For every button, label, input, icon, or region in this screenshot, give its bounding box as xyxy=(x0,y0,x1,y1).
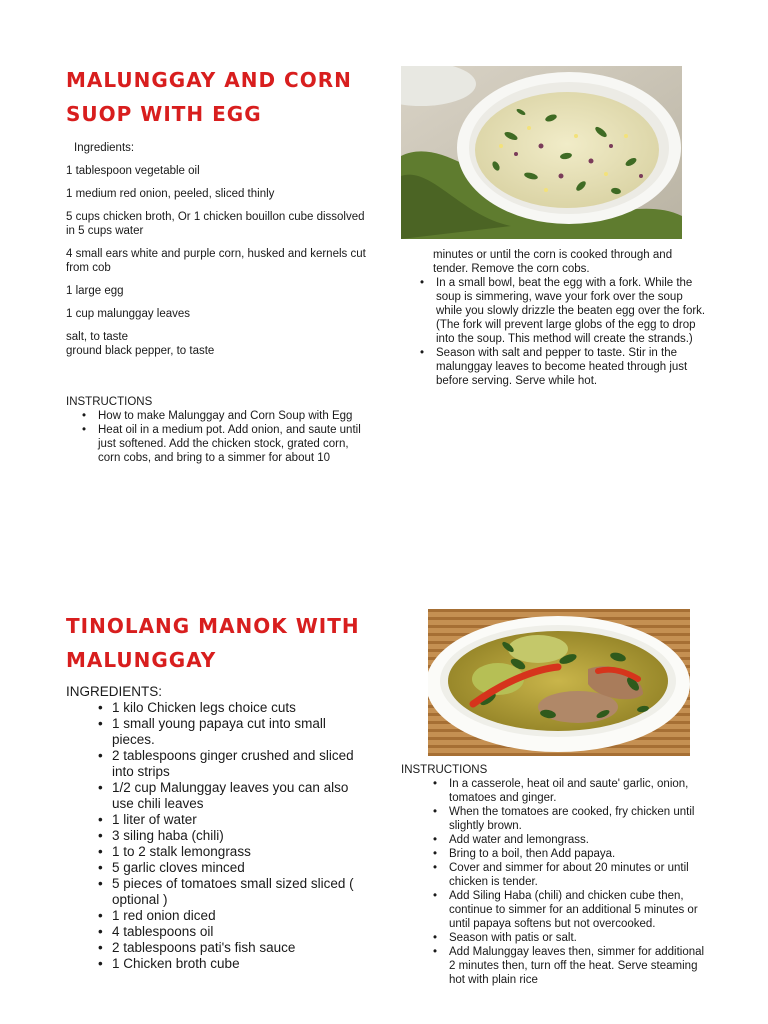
ingredient-item: • 1 Chicken broth cube xyxy=(96,956,366,972)
recipe1-photo xyxy=(401,66,682,239)
recipe1-title-line2: SUOP WITH EGG xyxy=(66,102,262,126)
recipe2-ingredients-label: INGREDIENTS: xyxy=(66,684,163,699)
ingredient-item: • 2 tablespoons ginger crushed and sliced into strips xyxy=(96,748,366,780)
recipe1-ingredients xyxy=(66,141,372,358)
ingredient-item: • 5 pieces of tomatoes small sized sliced ( optional ) xyxy=(96,876,366,908)
ingredient-item: 1 large egg xyxy=(66,285,124,297)
ingredient-item: salt, to taste xyxy=(66,331,129,343)
recipe2-instructions-label: INSTRUCTIONS xyxy=(401,764,488,776)
recipe2-instructions xyxy=(401,763,706,987)
recipe2-title xyxy=(66,609,386,677)
ingredient-item: • 3 siling haba (chili) xyxy=(96,828,366,844)
ingredient-item: 1 cup malunggay leaves xyxy=(66,308,191,320)
instruction-step: • Heat oil in a medium pot. Add onion, and saute until just softened. Add the chicken stock, grated corn, corn cobs, and bring to a simmer for about 10 xyxy=(80,423,372,465)
ingredient-item: 5 cups chicken broth, Or 1 chicken bouillon cube dissolved in 5 cups water xyxy=(66,211,365,237)
instruction-step: • When the tomatoes are cooked, fry chicken until slightly brown. xyxy=(431,805,706,833)
recipe2-title-line1: TINOLANG MANOK WITH xyxy=(66,614,360,638)
tinola-bowl-image xyxy=(428,609,690,756)
instruction-step: • Add Siling Haba (chili) and chicken cube then, continue to simmer for an additional 5 minutes or until papaya softens but not overcooked. xyxy=(431,889,706,931)
ingredient-item: • 1 red onion diced xyxy=(96,908,366,924)
ingredient-item: • 1/2 cup Malunggay leaves you can also use chili leaves xyxy=(96,780,366,812)
soup-bowl-image xyxy=(401,66,682,239)
ingredient-item: • 1 small young papaya cut into small pieces. xyxy=(96,716,366,748)
ingredient-item: 1 medium red onion, peeled, sliced thinly xyxy=(66,188,275,200)
recipe2-photo xyxy=(428,609,690,756)
instruction-step: • Season with patis or salt. xyxy=(431,931,706,945)
recipe1-title xyxy=(66,63,386,131)
recipe1-instructions-right xyxy=(418,248,708,388)
ingredient-item: • 1 kilo Chicken legs choice cuts xyxy=(96,700,366,716)
instruction-step: • In a small bowl, beat the egg with a fork. While the soup is simmering, wave your fork over the soup while you slowly drizzle the beaten egg over the fork. (The fork will prevent large globs of the egg to drop into the soup. This method will create the strands.) xyxy=(418,276,708,346)
instruction-step: • How to make Malunggay and Corn Soup with Egg xyxy=(80,409,372,423)
recipe1-instructions-left xyxy=(66,395,372,465)
ingredient-item: • 5 garlic cloves minced xyxy=(96,860,366,876)
recipe1-title-line1: MALUNGGAY AND CORN xyxy=(66,68,352,92)
recipe2-title-line2: MALUNGGAY xyxy=(66,648,217,672)
instruction-step: • Add Malunggay leaves then, simmer for additional 2 minutes then, turn off the heat. Serve steaming hot with plain rice xyxy=(431,945,706,987)
ingredient-item: • 1 to 2 stalk lemongrass xyxy=(96,844,366,860)
recipe1-ingredients-label: Ingredients: xyxy=(74,142,135,154)
ingredient-item: • 1 liter of water xyxy=(96,812,366,828)
instruction-step: • Season with salt and pepper to taste. Stir in the malunggay leaves to become heated through just before serving. Serve while hot. xyxy=(418,346,708,388)
ingredient-item: 1 tablespoon vegetable oil xyxy=(66,165,200,177)
instruction-step: • Add water and lemongrass. xyxy=(431,833,706,847)
ingredient-item: • 2 tablespoons pati's fish sauce xyxy=(96,940,366,956)
recipe1-instructions-label: INSTRUCTIONS xyxy=(66,396,153,408)
instruction-step: • Cover and simmer for about 20 minutes or until chicken is tender. xyxy=(431,861,706,889)
ingredient-item: 4 small ears white and purple corn, husked and kernels cut from cob xyxy=(66,248,366,274)
instruction-continued: minutes or until the corn is cooked through and tender. Remove the corn cobs. xyxy=(433,249,673,275)
instruction-step: • In a casserole, heat oil and saute' garlic, onion, tomatoes and ginger. xyxy=(431,777,706,805)
ingredient-item: ground black pepper, to taste xyxy=(66,345,215,357)
instruction-step: • Bring to a boil, then Add papaya. xyxy=(431,847,706,861)
ingredient-item: • 4 tablespoons oil xyxy=(96,924,366,940)
recipe2-ingredients xyxy=(66,684,366,972)
